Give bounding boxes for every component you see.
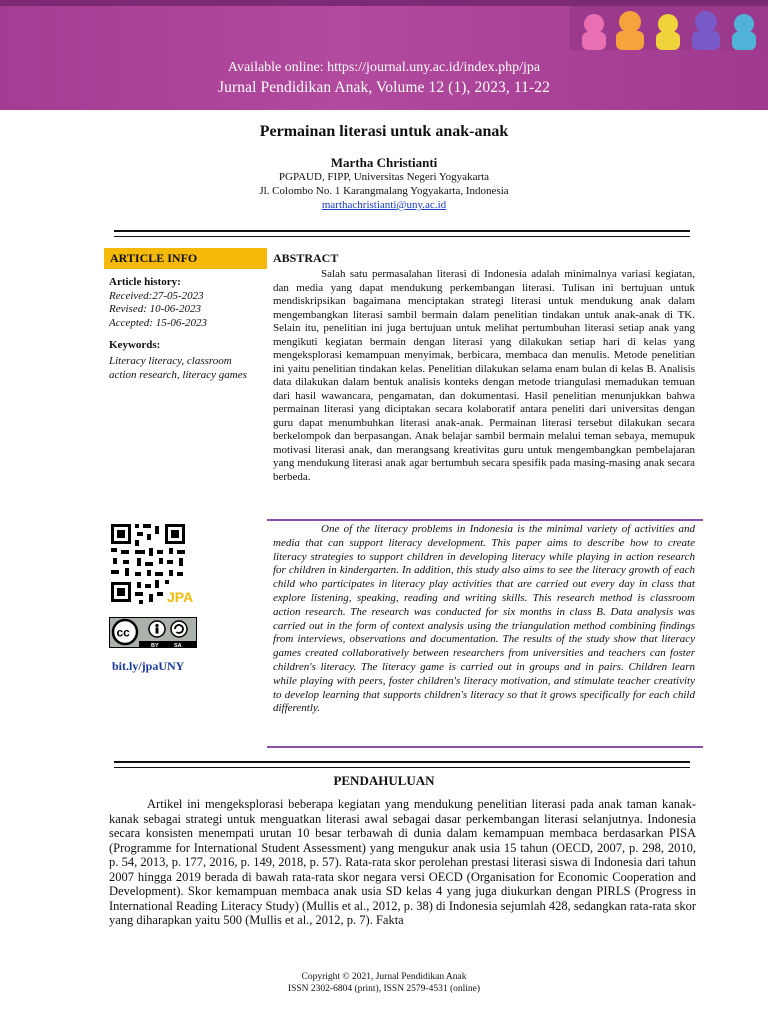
copyright-line: Copyright © 2021, Jurnal Pendidikan Anak — [301, 972, 467, 982]
abstract-divider — [267, 519, 703, 521]
cc-by-label: BY — [151, 643, 159, 648]
qr-brand-text: JPA — [167, 589, 194, 605]
abstract-english: One of the literacy problems in Indonesia is the minimal variety of activities and media that can support literacy development. This paper aims to describe how to create literacy strategies to support children in developing literacy while playing in action research for children in kindergarten. In addition, this study also aims to see the literacy growth of each child who participates in literacy play activities that are carried out every day in class that explore listening, speaking, reading and writing skills. This research method is classroom action research. The research was conducted for six months in class B. Data analysis was carried out in the form of context analysis using the triangulation method combining findings from interviews, observations and documentation. The results of the study show that literacy games created collaboratively between researchers from universities and teachers can foster children's literacy. The literacy game is carried out in groups and in pairs. Children learn while playing with peers, foster children's literacy motivation, and stimulate teacher creativity to develop learning that supports children's literacy so that it grows specifically for each child differently. — [273, 523, 695, 715]
issn-line: ISSN 2302-6804 (print), ISSN 2579-4531 (online) — [287, 984, 481, 994]
keywords-label: Keywords: — [109, 339, 161, 352]
author-affiliation: PGPAUD, FIPP, Universitas Negeri Yogyakarta — [278, 171, 490, 183]
abstract-indonesian: Salah satu permasalahan literasi di Indonesia adalah minimalnya variasi kegiatan, dan media yang dapat mendukung perkembangan literasi. Tulisan ini bertujuan untuk mendiskripsikan bagaimana menciptakan strategi literasi untuk mendukung anak dalam mengembangkan literasi sambil bermain dalam penelitian tindakan untuk anak-anak di TK. Selain itu, penelitian ini juga bertujuan untuk melihat pertumbuhan literasi setiap anak yang mengikuti kegiatan bermain dengan literasi yang dilakukan setiap hari di kelas yang mengeksplorasi kemampuan menyimak, berbicara, membaca dan menulis. Metode penelitian ini yaitu penelitian tindakan kelas. Penelitian dilakukan selama enam bulan di kelas B. Analisis data dilakukan dalam bentuk analisis konteks dengan metode triangulasi memadukan temuan dari hasil wawancara, pengamatan, dan dokumentasi. Hasil penelitian menunjukkan bahwa permainan literasi yang diciptakan secara kolaboratif antara peneliti dari universitas dengan guru dapat menumbuhkan literasi anak-anak. Permainan literasi tersebut dilakukan secara berkelompok dan berpasangan. Anak belajar sambil bermain melalui teman sebaya, memupuk motivasi literasi anak, dan merangsang kreativitas guru untuk mengembangkan pembelajaran yang mendukung literasi anak agar bertumbuh secara spesifik pada masing-masing anak secara berbeda. — [273, 268, 695, 483]
introduction-paragraph: Artikel ini mengeksplorasi beberapa kegiatan yang mendukung penelitian literasi pada anak taman kanak-kanak sebagai strategi untuk menguatkan literasi awal sebagai dasar perkembangan literasi selanjutnya. Indonesia secara konsisten menempati urutan 10 besar terbawah di dunia dalam kemampuan membaca berdasarkan PISA (Programme for International Student Assessment) yang mengukur anak usia 15 tahun (OECD, 2007, p. 298, 2010, p. 54, 2013, p. 177, 2016, p. 149, 2018, p. 57). Rata-rata skor perolehan prestasi literasi siswa di Indonesia dari tahun 2007 hingga 2019 berada di bawah rata-rata skor negara versi OECD (Organisation for Economic Cooperation and Development). Skor kemampuan membaca anak usia SD kelas 4 yang juga diukurkan dengan PIRLS (Progress in International Reading Literacy Study) (Mullis et al., 2012, p. 38) di Indonesia sejumlah 428, sedangkan rata-rata skor yang diharapkan yaitu 500 (Mullis et al., 2012, p. 7). Fakta — [109, 797, 696, 927]
journal-header-banner — [0, 0, 768, 110]
rule-section-top — [114, 761, 690, 763]
creative-commons-license-icon[interactable] — [109, 617, 197, 648]
accepted-date: Accepted: 15-06-2023 — [109, 316, 208, 329]
qr-code-icon[interactable] — [109, 522, 201, 606]
history-label: Article history: — [109, 276, 181, 288]
article-title: Permainan literasi untuk anak-anak — [259, 123, 509, 140]
children-silhouettes-graphic — [570, 6, 768, 50]
abstract-bottom-divider — [267, 746, 703, 748]
available-online-url[interactable]: Available online: https://journal.uny.ac.id/index.php/jpa — [227, 60, 541, 75]
short-link[interactable]: bit.ly/jpaUNY — [112, 659, 185, 673]
revised-date: Revised: 10-06-2023 — [109, 303, 201, 316]
received-date: Received:27-05-2023 — [109, 289, 204, 302]
svg-text:cc: cc — [116, 625, 130, 640]
rule-double-top — [114, 230, 690, 232]
page-footer — [0, 971, 768, 995]
article-info-body — [109, 276, 259, 382]
rule-section-bottom — [114, 767, 690, 768]
cc-sa-label: SA — [174, 643, 182, 648]
journal-citation: Jurnal Pendidikan Anak, Volume 12 (1), 2023, 11-22 — [218, 79, 550, 96]
author-email-link[interactable]: marthachristianti@uny.ac.id — [321, 199, 447, 211]
author-address: Jl. Colombo No. 1 Karangmalang Yogyakarta, Indonesia — [259, 185, 509, 197]
abstract-heading: ABSTRACT — [273, 251, 339, 265]
section-heading: PENDAHULUAN — [333, 773, 435, 788]
keywords-list: Literacy literacy, classroom action research, literacy games — [109, 354, 247, 381]
author-name: Martha Christianti — [330, 155, 438, 170]
rule-double-bottom — [114, 236, 690, 237]
article-info-heading: ARTICLE INFO — [104, 248, 267, 269]
